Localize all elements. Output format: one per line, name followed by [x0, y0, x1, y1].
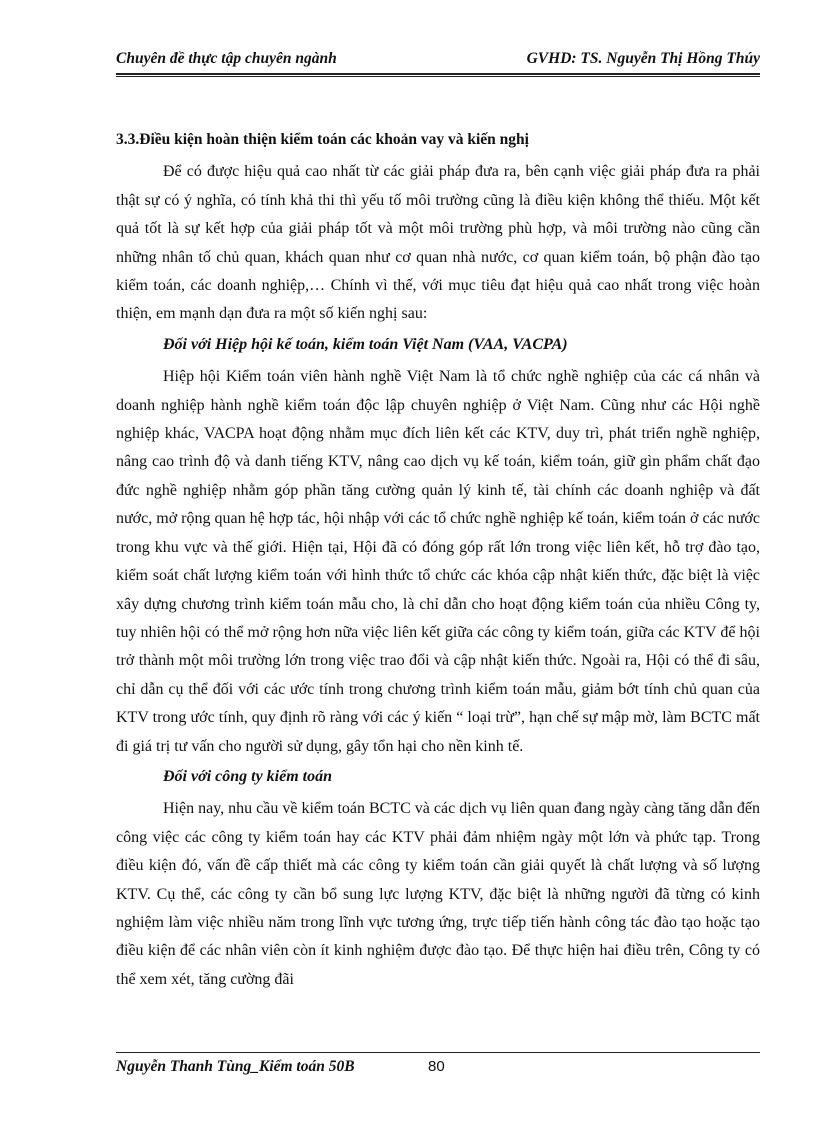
- vaa-paragraph: Hiệp hội Kiểm toán viên hành nghề Việt Nam là tổ chức nghề nghiệp của các cá nhân và doanh nghiệp hành nghề kiểm toán độc lập chuyên nghiệp ở Việt Nam. Cũng như các Hội nghề nghiệp khác, VACPA hoạt động nhằm mục đích liên kết các KTV, duy trì, phát triển nghề nghiệp, nâng cao trình độ và danh tiếng KTV, nâng cao dịch vụ kế toán, kiểm toán, giữ gìn phẩm chất đạo đức nghề nghiệp nhằm góp phần tăng cường quản lý kinh tế, tài chính các doanh nghiệp và đất nước, mở rộng quan hệ hợp tác, hội nhập với các tổ chức nghề nghiệp kế toán, kiểm toán ở các nước trong khu vực và thế giới. Hiện tại, Hội đã có đóng góp rất lớn trong việc liên kết, hỗ trợ đào tạo, kiểm soát chất lượng kiểm toán với hình thức tổ chức các khóa cập nhật kiến thức, đặc biệt là việc xây dựng chương trình kiểm toán mẫu cho, là chỉ dẫn cho hoạt động kiểm toán của nhiều Công ty, tuy nhiên hội có thể mở rộng hơn nữa việc liên kết giữa các công ty kiểm toán, giữa các KTV để hội trở thành một môi trường lớn trong việc trao đổi và cập nhật kiến thức. Ngoài ra, Hội có thể đi sâu, chỉ dẫn cụ thể đối với các ước tính trong chương trình kiểm toán mẫu, giảm bớt tính chủ quan của KTV trong ước tính, quy định rõ ràng với các ý kiến “ loại trừ”, hạn chế sự mập mờ, làm BCTC mất đi giá trị tư vấn cho người sử dụng, gây tổn hại cho nền kinh tế.: [116, 368, 760, 755]
- subsection-heading-audit-firm: Đối với công ty kiểm toán: [163, 767, 333, 785]
- page-footer: [116, 1058, 760, 1080]
- page-header: [116, 50, 760, 72]
- header-divider: [116, 73, 760, 75]
- header-supervisor: GVHD: TS. Nguyễn Thị Hồng Thúy: [526, 50, 760, 67]
- header-title: Chuyên đề thực tập chuyên ngành: [116, 50, 337, 67]
- intro-paragraph: Để có được hiệu quả cao nhất từ các giải pháp đưa ra, bên cạnh việc giải pháp đưa ra phải thật sự có ý nghĩa, có tính khả thi thì yếu tố môi trường cũng là điều kiện không thể thiếu. Một kết quả tốt là sự kết hợp của giải pháp tốt và một môi trường phù hợp, và môi trường nào cũng cần những nhân tố chủ quan, khách quan như cơ quan nhà nước, cơ quan kiểm toán, bộ phận đào tạo kiểm toán, các doanh nghiệp,… Chính vì thế, với mục tiêu đạt hiệu quả cao nhất trong việc hoàn thiện, em mạnh dạn đưa ra một số kiến nghị sau:: [116, 163, 760, 323]
- section-heading: 3.3.Điều kiện hoàn thiện kiểm toán các khoản vay và kiến nghị: [116, 131, 529, 148]
- audit-firm-paragraph: Hiện nay, nhu cầu về kiểm toán BCTC và các dịch vụ liên quan đang ngày càng tăng dẫn đến công việc các công ty kiểm toán hay các KTV phải đảm nhiệm ngày một lớn và phức tạp. Trong điều kiện đó, vấn đề cấp thiết mà các công ty kiểm toán cần giải quyết là chất lượng và số lượng KTV. Cụ thể, các công ty cần bổ sung lực lượng KTV, đặc biệt là những người đã từng có kinh nghiệm làm việc nhiều năm trong lĩnh vực tương ứng, trực tiếp tiến hành công tác đào tạo hoặc tạo điều kiện để các nhân viên còn ít kinh nghiệm được đào tạo. Để thực hiện hai điều trên, Công ty có thể xem xét, tăng cường đãi: [116, 800, 760, 988]
- subsection-heading-vaa: Đối với Hiệp hội kế toán, kiểm toán Việt Nam (VAA, VACPA): [163, 335, 568, 353]
- page-number: 80: [428, 1058, 445, 1075]
- footer-divider: [116, 1052, 760, 1053]
- document-body: [116, 126, 760, 994]
- footer-author: Nguyễn Thanh Tùng_Kiểm toán 50B: [116, 1058, 355, 1075]
- header-divider-thin: [116, 76, 760, 77]
